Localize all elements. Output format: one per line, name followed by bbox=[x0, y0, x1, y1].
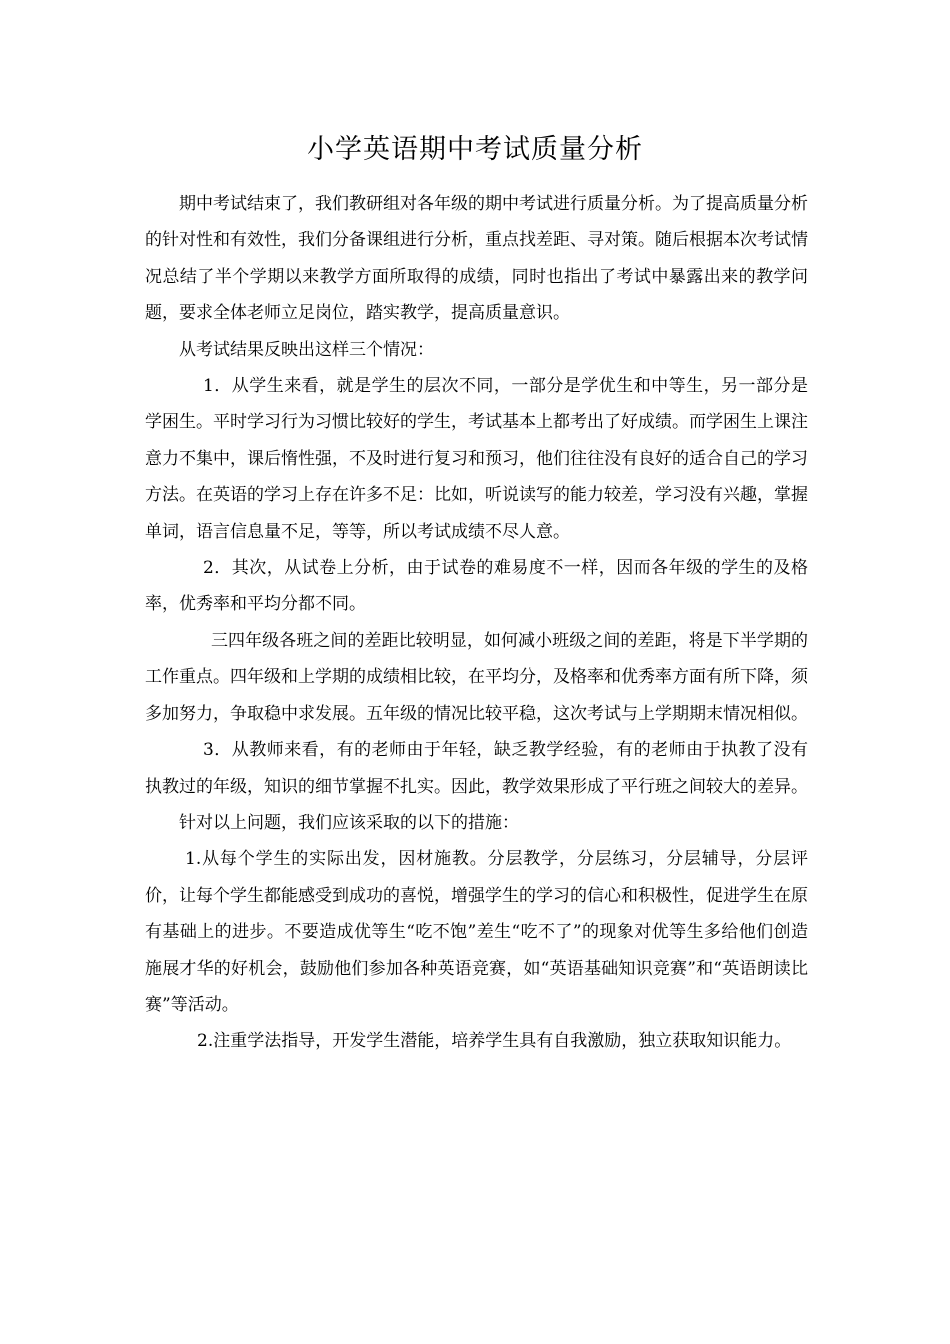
paragraph-grade-comparison: 三四年级各班之间的差距比较明显，如何减小班级之间的差距，将是下半学期的工作重点。四年级和上学期的成绩相比较，在平均分，及格率和优秀率方面有所下降，须多加努力，争取稳中求发展。五年级的情况比较平稳，这次考试与上学期期末情况相似。 bbox=[145, 630, 808, 724]
document-title: 小学英语期中考试质量分析 bbox=[307, 134, 643, 165]
document-body bbox=[145, 186, 808, 1060]
paragraph-finding-students: 1．从学生来看，就是学生的层次不同，一部分是学优生和中等生，另一部分是学困生。平时学习行为习惯比较好的学生，考试基本上都考出了好成绩。而学困生上课注意力不集中，课后惰性强，不及时进行复习和预习，他们往往没有良好的适合自己的学习方法。在英语的学习上存在许多不足：比如，听说读写的能力较差，学习没有兴趣，掌握单词，语言信息量不足，等等，所以考试成绩不尽人意。 bbox=[145, 376, 808, 542]
paragraph-finding-teachers: 3．从教师来看，有的老师由于年轻，缺乏教学经验，有的老师由于执教了没有执教过的年级，知识的细节掌握不扎实。因此，教学效果形成了平行班之间较大的差异。 bbox=[145, 740, 808, 797]
paragraph-measures-lead: 针对以上问题，我们应该采取的以下的措施： bbox=[179, 812, 519, 833]
paragraph-findings-lead: 从考试结果反映出这样三个情况： bbox=[179, 339, 434, 360]
paragraph-intro: 期中考试结束了，我们教研组对各年级的期中考试进行质量分析。为了提高质量分析的针对性和有效性，我们分备课组进行分析，重点找差距、寻对策。随后根据本次考试情况总结了半个学期以来教学方面所取得的成绩，同时也指出了考试中暴露出来的教学问题，要求全体老师立足岗位，踏实教学，提高质量意识。 bbox=[145, 194, 808, 324]
paragraph-finding-paper: 2．其次，从试卷上分析，由于试卷的难易度不一样，因而各年级的学生的及格率，优秀率和平均分都不同。 bbox=[145, 558, 808, 615]
paragraph-measure-2: 2.注重学法指导，开发学生潜能，培养学生具有自我激励，独立获取知识能力。 bbox=[197, 1031, 792, 1052]
paragraph-measure-1: 1.从每个学生的实际出发，因材施教。分层教学，分层练习，分层辅导，分层评价，让每个学生都能感受到成功的喜悦，增强学生的学习的信心和积极性，促进学生在原有基础上的进步。不要造成优等生“吃不饱”差生“吃不了”的现象对优等生多给他们创造施展才华的好机会，鼓励他们参加各种英语竞赛，如“英语基础知识竞赛”和“英语朗读比赛”等活动。 bbox=[145, 849, 808, 1015]
